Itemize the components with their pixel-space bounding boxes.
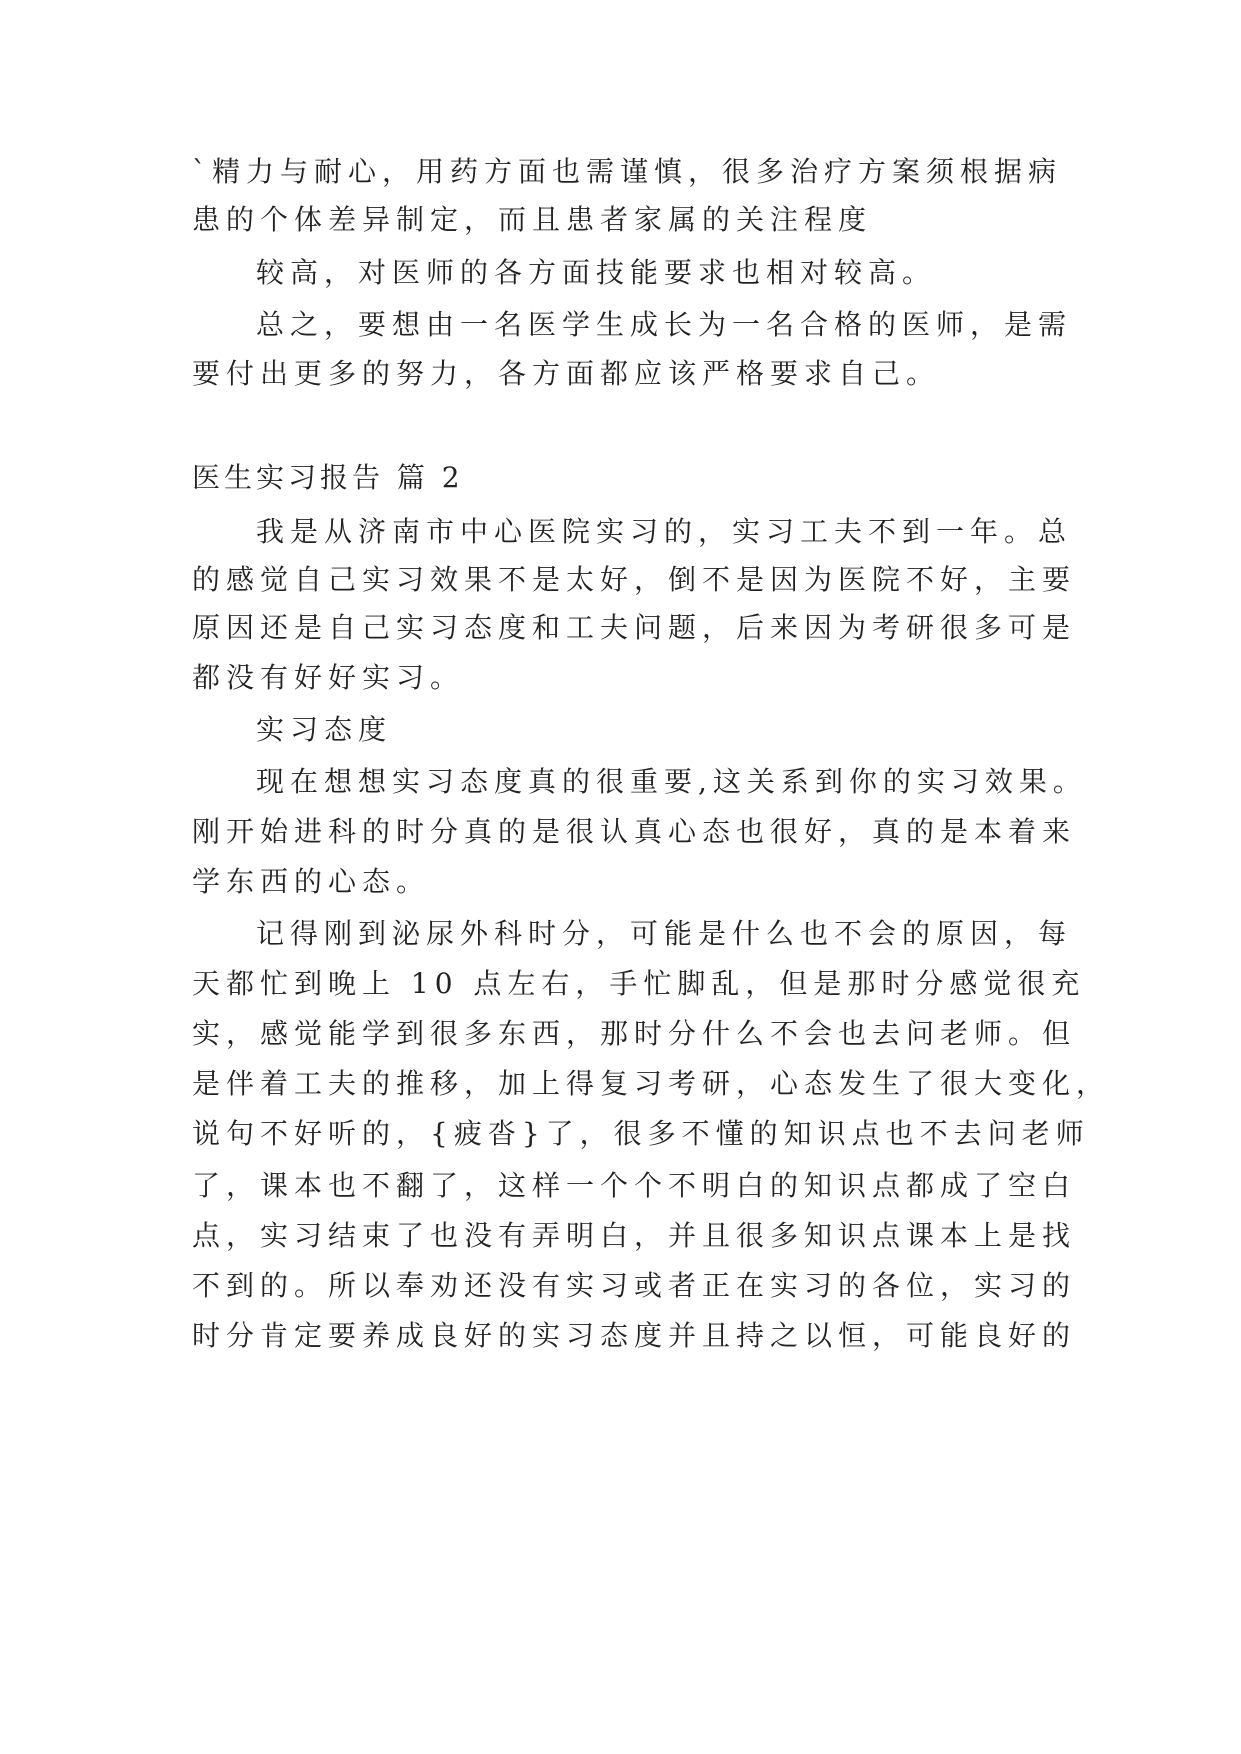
memory-line-2: 天都忙到晚上 10 点左右，手忙脚乱，但是那时分感觉很充 [192, 967, 1086, 1000]
memory-line-3: 实，感觉能学到很多东西，那时分什么不会也去问老师。但 [192, 1017, 1077, 1050]
memory-line-8: 不到的。所以奉劝还没有实习或者正在实习的各位，实习的 [192, 1269, 1077, 1302]
paragraph-high-requirements: 较高，对医师的各方面技能要求也相对较高。 [256, 256, 937, 289]
subheading-attitude: 实习态度 [256, 713, 393, 746]
memory-line-9: 时分肯定要养成良好的实习态度并且持之以恒，可能良好的 [192, 1319, 1077, 1352]
attitude-line-1: 现在想想实习态度真的很重要,这关系到你的实习效果。 [256, 765, 1087, 798]
conclusion-line-1: 总之，要想由一名医学生成长为一名合格的医师，是需 [256, 308, 1073, 341]
memory-line-4: 是伴着工夫的推移，加上得复习考研，心态发生了很大变化， [192, 1067, 1111, 1100]
conclusion-line-2: 要付出更多的努力，各方面都应该严格要求自己。 [192, 357, 941, 390]
attitude-line-3: 学东西的心态。 [192, 865, 431, 898]
intro-line-3: 原因还是自己实习态度和工夫问题，后来因为考研很多可是 [192, 611, 1077, 644]
intro-line-4: 都没有好好实习。 [192, 661, 465, 694]
memory-line-5: 说句不好听的，{疲沓}了，很多不懂的知识点也不去问老师 [192, 1117, 1090, 1150]
section-title: 医生实习报告 篇 2 [192, 461, 464, 494]
intro-line-1: 我是从济南市中心医院实习的，实习工夫不到一年。总 [256, 515, 1073, 548]
intro-line-2: 的感觉自己实习效果不是太好，倒不是因为医院不好，主要 [192, 563, 1077, 596]
memory-line-1: 记得刚到泌尿外科时分，可能是什么也不会的原因，每 [256, 917, 1073, 950]
memory-line-6: 了，课本也不翻了，这样一个个不明白的知识点都成了空白 [192, 1169, 1077, 1202]
fragment-line-1: `精力与耐心，用药方面也需谨慎，很多治疗方案须根据病 [192, 155, 1063, 188]
memory-line-7: 点，实习结束了也没有弄明白，并且很多知识点课本上是找 [192, 1219, 1077, 1252]
fragment-line-2: 患的个体差异制定，而且患者家属的关注程度 [192, 203, 873, 236]
attitude-line-2: 刚开始进科的时分真的是很认真心态也很好，真的是本着来 [192, 815, 1077, 848]
